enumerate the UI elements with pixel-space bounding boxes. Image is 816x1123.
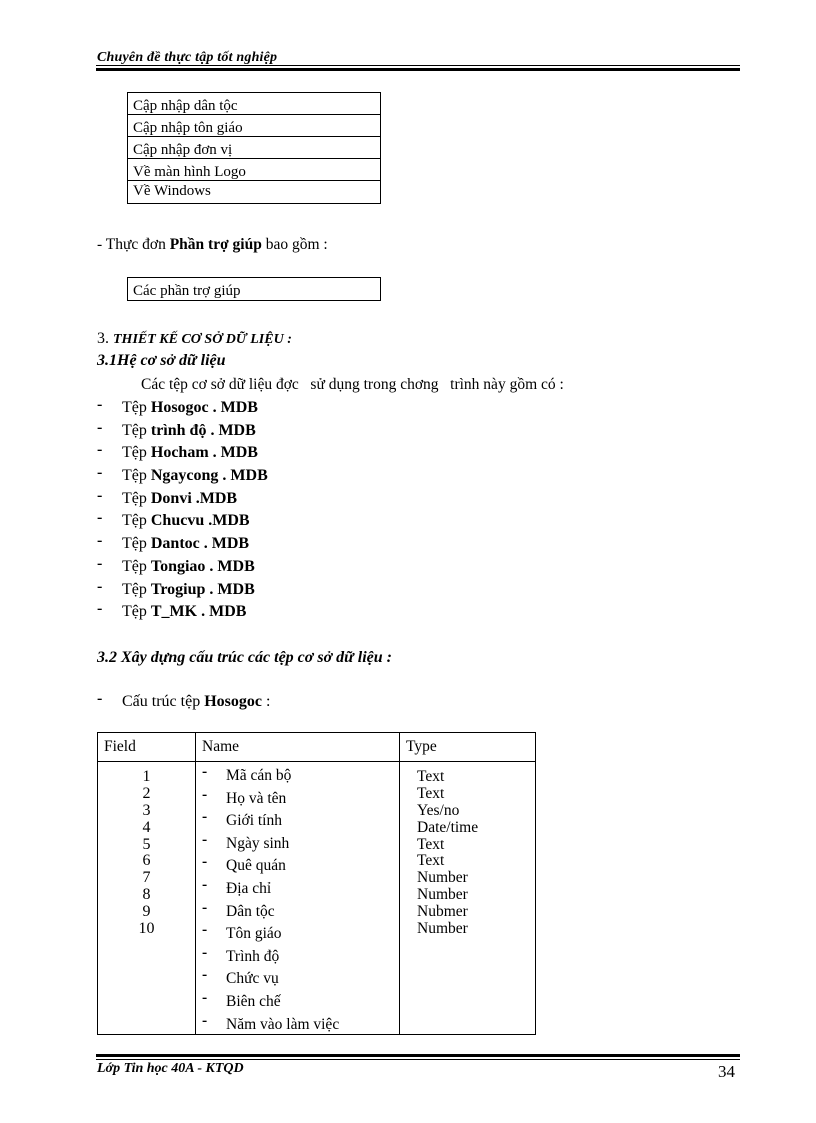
footer-rule-thin — [96, 1059, 740, 1060]
menu-item: Về Windows — [133, 183, 211, 199]
structure-line: - Cấu trúc tệp Hosogoc : — [97, 690, 271, 710]
table-header-field: Field — [98, 733, 196, 762]
field-name: - Quê quán — [202, 853, 286, 875]
field-types-cell — [400, 762, 536, 1035]
field-name: - Địa chỉ — [202, 875, 272, 897]
field-numbers-cell — [98, 762, 196, 1035]
menu-update-box — [127, 92, 381, 204]
header-rule-thick — [96, 68, 740, 71]
field-number: 7 — [142, 869, 151, 887]
field-name: - Họ và tên — [202, 785, 287, 807]
section3-intro: Các tệp cơ sở dữ liệu đợc sử dụng trong chơng trình này gồm có : — [141, 376, 564, 393]
field-number: 2 — [142, 784, 151, 802]
help-menu-box — [127, 277, 381, 301]
page-number: 34 — [718, 1062, 735, 1081]
field-number: 1 — [142, 768, 151, 785]
section3-number: 3. — [97, 330, 109, 347]
field-type: Nubmer — [417, 903, 468, 921]
field-type: Text — [417, 768, 445, 785]
help-intro-bold: Phần trợ giúp — [169, 236, 262, 253]
field-type: Date/time — [417, 818, 479, 836]
field-number: 10 — [138, 920, 155, 938]
field-type: Number — [417, 920, 468, 938]
menu-item: Về màn hình Logo — [128, 159, 380, 181]
field-names-cell — [196, 762, 400, 1035]
field-number: 6 — [142, 852, 151, 870]
menu-item: Cập nhập dân tộc — [128, 93, 380, 115]
field-type: Number — [417, 869, 468, 887]
field-number: 4 — [142, 818, 151, 836]
field-name: - Trình độ — [202, 943, 280, 965]
field-type: Text — [417, 784, 445, 802]
field-number: 9 — [142, 903, 151, 921]
field-number: 8 — [142, 886, 151, 904]
section3-title: THIẾT KẾ CƠ SỞ DỮ LIỆU : — [113, 332, 292, 347]
section3-heading — [97, 330, 292, 348]
field-name: - Tôn giáo — [202, 921, 282, 943]
field-name: - Năm vào làm việc — [202, 1013, 340, 1032]
menu-item: Cập nhập tôn giáo — [128, 115, 380, 137]
table-header-name: Name — [196, 733, 400, 762]
header-rule-thin — [96, 65, 740, 66]
menu-item: Các phần trợ giúp — [133, 283, 241, 299]
section3-sub1: 3.1Hệ cơ sở dữ liệu — [97, 352, 226, 369]
header-title: Chuyên đề thực tập tốt nghiệp — [97, 50, 278, 65]
field-name: - Mã cán bộ — [202, 763, 292, 784]
field-name: - Giới tính — [202, 808, 282, 830]
section3-sub2: 3.2 Xây dựng cấu trúc các tệp cơ sở dữ liệu : — [97, 649, 392, 666]
field-name: - Biên chế — [202, 988, 281, 1010]
menu-item: Cập nhập đơn vị — [128, 137, 380, 159]
help-intro-suffix: bao gồm : — [261, 236, 328, 253]
field-type: Text — [417, 852, 445, 870]
table-header-type: Type — [400, 733, 536, 762]
field-type: Number — [417, 886, 468, 904]
field-name: - Chức vụ — [202, 966, 279, 988]
field-name: - Dân tộc — [202, 898, 275, 920]
field-name: - Ngày sinh — [202, 830, 290, 852]
field-number: 5 — [142, 835, 151, 853]
footer-class-label: Lớp Tin học 40A - KTQD — [97, 1061, 244, 1076]
fields-table — [97, 732, 536, 1035]
footer-rule-thick — [96, 1054, 740, 1057]
help-menu-intro — [97, 236, 328, 254]
field-type: Yes/no — [417, 801, 460, 819]
help-intro-prefix: - Thực đơn — [97, 236, 170, 253]
field-number: 3 — [142, 801, 151, 819]
field-type: Text — [417, 835, 445, 853]
